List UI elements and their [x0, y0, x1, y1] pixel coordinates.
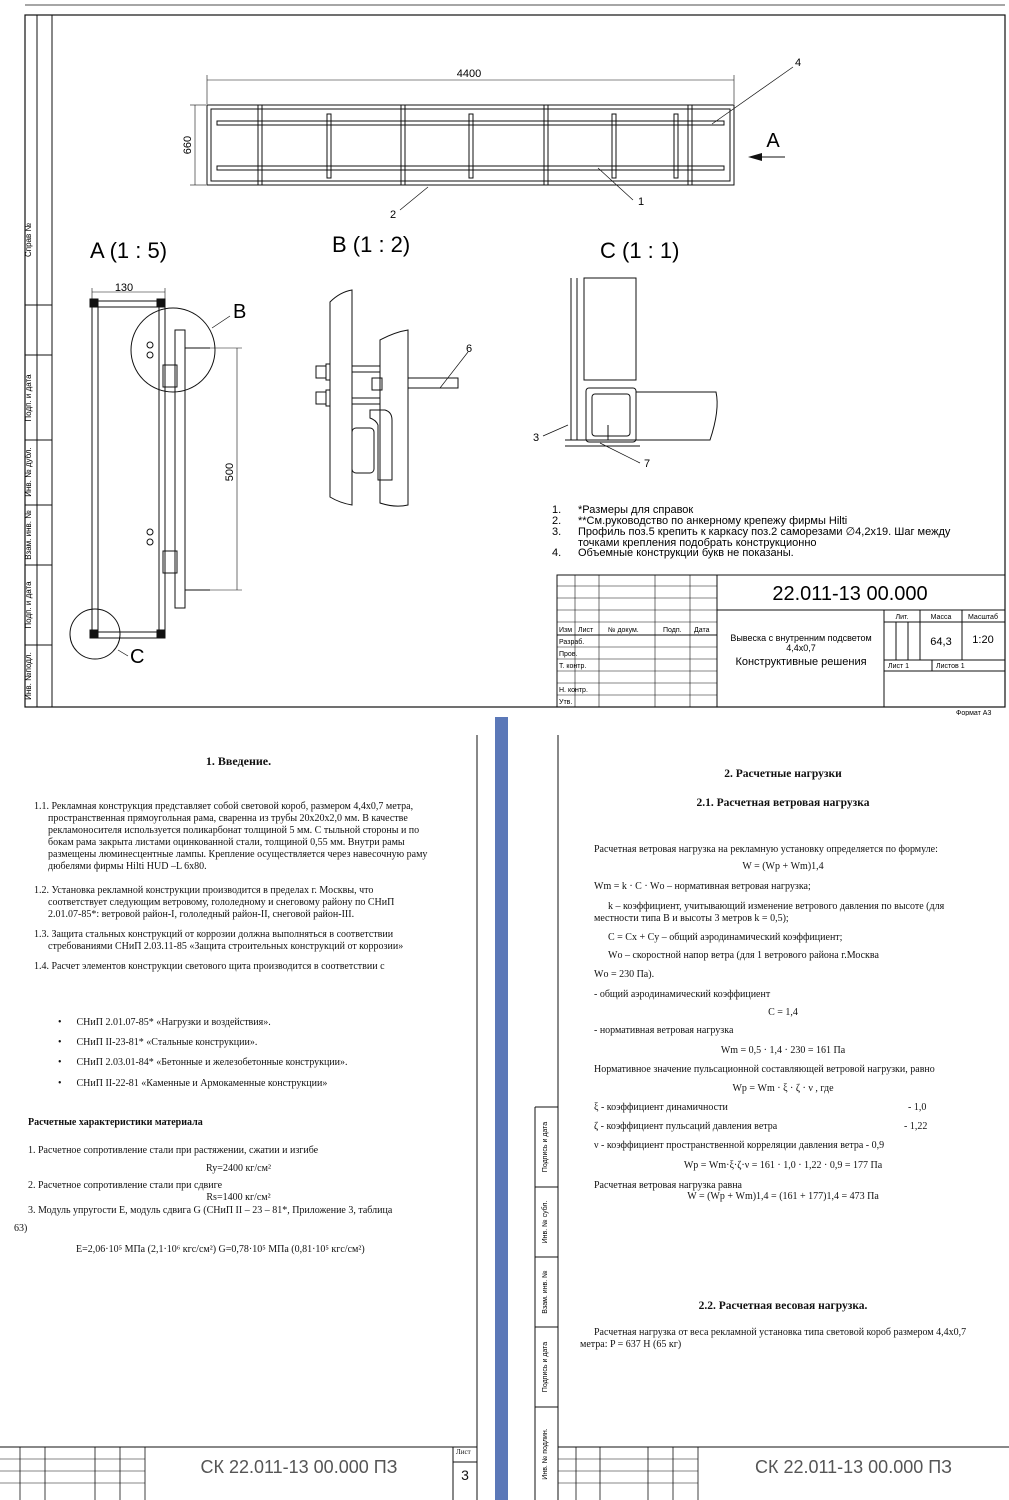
stamp-col-list: Лист	[578, 627, 594, 634]
p1-1-line-1: 1.1. Рекламная конструкция представляет собой световой короб, размером 4,4х0,7 метра,	[34, 801, 414, 812]
norm-item-2	[58, 1037, 257, 1050]
page3-number: 3	[461, 1467, 469, 1483]
label-c: C	[130, 646, 145, 668]
xi-label: ξ - коэффициент динамичности	[594, 1102, 728, 1113]
formula-w: W = (Wр + Wm)1,4	[742, 861, 824, 872]
material-3-cont: 63)	[14, 1223, 28, 1234]
section-b-title: B (1 : 2)	[332, 232, 411, 257]
puls-formula: Wр = Wm · ξ · ζ · ν , где	[732, 1083, 834, 1094]
nu-line: ν - коэффициент пространственной корреляции давления ветра - 0,9	[594, 1140, 885, 1151]
stamp-code: 22.011-13 00.000	[772, 583, 928, 605]
zeta-value: - 1,22	[904, 1121, 928, 1132]
p1-1-line-2: пространственная прямоугольная рама, сваренна из трубы 20х20х2,0 мм. В качестве	[48, 813, 408, 824]
page4-heading-21: 2.1. Расчетная ветровая нагрузка	[696, 797, 870, 809]
stamp-masshtab: Масштаб	[968, 614, 998, 621]
drawing-sheet	[0, 0, 1009, 716]
material-1-formula: Ry=2400 кг/см²	[206, 1163, 271, 1174]
material-heading: Расчетные характеристики материала	[28, 1117, 203, 1128]
stamp-col-doc: № докум.	[608, 627, 639, 634]
total-value: W = (Wр + Wm)1,4 = (161 + 177)1,4 = 473 Па	[687, 1191, 879, 1202]
section-b-view	[316, 290, 468, 506]
stamp-mass-value: 64,3	[930, 636, 952, 648]
p1-2-line-3: 2.01.07-85*: ветровой район-I, гололедный район-II, снеговой район-III.	[48, 909, 355, 920]
side-field-dubl: Инв. № дубл.	[24, 447, 33, 497]
side-field-vzam: Взам. инв. №	[24, 510, 33, 560]
side-field-podp1: Подп. и дата	[24, 374, 33, 422]
dim-length: 4400	[456, 68, 482, 80]
norm-text: СНиП 2.01.07-85* «Нагрузки и воздействия».	[76, 1017, 271, 1028]
wind-intro: Расчетная ветровая нагрузка на рекламную установку определяется по формуле:	[594, 844, 938, 855]
bullet-icon: •	[58, 1078, 62, 1089]
page3-footer-code: СК 22.011-13 00.000 ПЗ	[200, 1457, 398, 1477]
callout-7: 7	[644, 458, 651, 470]
p1-1-line-4: бокам рама закрыта листами оцинкованной стали, толщиной 0,55 мм. Внутри рамы	[48, 837, 405, 848]
page4-heading-2: 2. Расчетные нагрузки	[724, 768, 842, 780]
weight-line-1: Расчетная нагрузка от веса рекламной установка типа световой короб размером 4,4х0,7	[594, 1327, 967, 1338]
wp-value: Wр = Wm·ξ·ζ·ν = 161 · 1,0 · 1,22 · 0,9 = 177 Па	[683, 1160, 883, 1171]
side-field-podp2: Подп. и дата	[24, 581, 33, 629]
p1-3-line-2: стребованиями СНиП 2.03.11-85 «Защита строительных конструкций от коррозии»	[48, 941, 404, 952]
callout-3: 3	[533, 432, 540, 444]
page-4	[508, 717, 1009, 1500]
p1-2-line-2: соответствует следующим ветровому, гололедному и снеговому району по СНиП	[48, 897, 395, 908]
stamp-razrab: Разраб.	[559, 639, 585, 646]
p1-2-line-1: 1.2. Установка рекламной конструкции производится в пределах г. Москвы, что	[34, 885, 374, 896]
wm-def: Wm = k · C · Wо – нормативная ветровая нагрузка;	[594, 881, 811, 892]
w0-def-2: Wо = 230 Па).	[594, 969, 655, 980]
callout-1: 1	[638, 196, 645, 208]
stamp-scale-value: 1:20	[972, 634, 994, 646]
page3-heading: 1. Введение.	[205, 754, 272, 768]
norm-item-4	[58, 1078, 327, 1091]
k-def-1: k – коэффициент, учитывающий изменение ветрового давления по высоте (для	[608, 901, 945, 912]
p1-3-line-1: 1.3. Защита стальных конструкций от коррозии должна выполняться в соответствии	[34, 929, 394, 940]
stamp-title-1: Вывеска с внутренним подсветом	[730, 633, 872, 643]
frame-plan-view	[190, 67, 793, 210]
weight-line-2: метра: P = 637 Н (65 кг)	[580, 1339, 682, 1350]
stamp-massa: Масса	[930, 614, 952, 621]
wm-head: - нормативная ветровая нагрузка	[594, 1025, 734, 1036]
zeta-label: ζ - коэффициент пульсаций давления ветра	[594, 1121, 778, 1132]
stamp-format: Формат А3	[956, 710, 992, 716]
page-4-frame	[508, 717, 1009, 1500]
section-a-title: A (1 : 5)	[90, 238, 168, 263]
c-def: C = Cx + Cy – общий аэродинамический коэффициент;	[608, 932, 843, 943]
note-1-num: 1.	[552, 504, 562, 516]
stamp-sheet: Лист 1	[888, 663, 910, 670]
bullet-icon: •	[58, 1037, 62, 1048]
wm-value: Wm = 0,5 · 1,4 · 230 = 161 Па	[720, 1045, 846, 1056]
p1-1-line-3: рекламоносителя используется поликарбонат толщиной 5 мм. С тыльной стороны и по	[48, 825, 420, 836]
bullet-icon: •	[58, 1057, 62, 1068]
p4-side-4: Подпись и дата	[542, 1341, 549, 1393]
p4-side-2: Инв. № субл.	[542, 1200, 549, 1244]
note-2: **См.руководство по анкерному крепежу фирмы Hilti	[578, 515, 848, 527]
stamp-utv: Утв.	[559, 699, 573, 706]
section-a-view	[70, 288, 242, 659]
callout-4: 4	[795, 57, 802, 69]
page3-footer-list: Лист	[456, 1448, 471, 1456]
total-head: Расчетная ветровая нагрузка равна	[594, 1180, 742, 1191]
c-head: - общий аэродинамический коэффициент	[594, 989, 771, 1000]
page-3	[0, 717, 495, 1500]
label-b: B	[233, 301, 247, 323]
norm-text: СНиП II-23-81* «Стальные конструкции».	[76, 1037, 258, 1048]
p1-4: 1.4. Расчет элементов конструкции светового щита производится в соответствии с	[34, 961, 385, 972]
p1-1-line-5: размещены люминесцентные лампы. Крепление осуществляется через навесочную раму	[48, 849, 428, 860]
note-1: *Размеры для справок	[578, 504, 694, 516]
p4-side-1: Подпись и дата	[542, 1121, 549, 1173]
p4-side-5: Инв. № подлин.	[542, 1428, 549, 1480]
note-4-num: 4.	[552, 547, 562, 559]
section-c-view	[543, 278, 717, 463]
material-3-formula: E=2,06·10⁵ МПа (2,1·10⁶ кгс/см²) G=0,78·10⁵ МПа (0,81·10⁵ кгс/см²)	[76, 1244, 365, 1255]
note-3-cont: точками крепления подобрать конструкционно	[578, 537, 817, 549]
stamp-col-data: Дата	[694, 627, 710, 634]
note-4: Объемные конструкции букв не показаны.	[578, 547, 794, 559]
view-a-label: A	[766, 130, 780, 152]
dim-130: 130	[114, 282, 134, 294]
bullet-icon: •	[58, 1017, 62, 1028]
callout-6: 6	[466, 343, 473, 355]
c-value: C = 1,4	[768, 1007, 798, 1018]
dim-500: 500	[224, 462, 236, 482]
stamp-sheets: Листов 1	[936, 663, 965, 670]
stamp-col-izm: Изм	[559, 627, 573, 634]
note-3: Профиль поз.5 крепить к каркасу поз.2 саморезами ∅4,2х19. Шаг между	[578, 526, 951, 538]
stamp-tkontr: Т. контр.	[559, 663, 587, 670]
p1-1-line-6: дюбелями фирмы Hilti HUD –L 6х80.	[48, 861, 207, 872]
page-separator	[495, 717, 508, 1500]
material-3: 3. Модуль упругости E, модуль сдвига G (СНиП II – 23 – 81*, Приложение 3, таблица	[28, 1205, 393, 1216]
norm-text: СНиП 2.03.01-84* «Бетонные и железобетонные конструкции».	[76, 1057, 348, 1068]
w0-def-1: Wо – скоростной напор ветра (для 1 ветрового района г.Москва	[608, 950, 879, 961]
drawing-svg	[0, 0, 1009, 716]
stamp-title-3: Конструктивные решения	[735, 656, 867, 668]
material-1: 1. Расчетное сопротивление стали при растяжении, сжатии и изгибе	[28, 1145, 319, 1156]
k-def-2: местности типа В и высоты 3 метров k = 0,5);	[594, 913, 789, 924]
xi-value: - 1,0	[908, 1102, 927, 1113]
side-field-inv: Инв. №подл.	[24, 652, 33, 700]
side-field-sprav: Справ №	[24, 222, 33, 258]
stamp-col-podp: Подп.	[663, 627, 682, 634]
note-2-num: 2.	[552, 515, 562, 527]
norm-item-3	[58, 1057, 348, 1070]
stamp-title-2: 4,4х0,7	[786, 643, 816, 653]
page4-footer-code: СК 22.011-13 00.000 ПЗ	[754, 1457, 953, 1477]
stamp-lit: Лит.	[895, 614, 909, 621]
page4-heading-22: 2.2. Расчетная весовая нагрузка.	[698, 1300, 868, 1312]
section-c-title: C (1 : 1)	[600, 238, 680, 263]
norm-text: СНиП II-22-81 «Каменные и Армокаменные конструкции»	[76, 1078, 328, 1089]
stamp-prov: Пров.	[559, 651, 578, 658]
puls-head: Нормативное значение пульсационной составляющей ветровой нагрузки, равно	[594, 1064, 935, 1075]
norm-item-1	[58, 1017, 271, 1030]
material-2-formula: Rs=1400 кг/см²	[206, 1192, 271, 1203]
dim-height: 660	[182, 135, 194, 155]
note-3-num: 3.	[552, 526, 562, 538]
callout-2: 2	[390, 209, 397, 221]
stamp-nkontr: Н. контр.	[559, 687, 588, 694]
material-2: 2. Расчетное сопротивление стали при сдвиге	[28, 1180, 223, 1191]
p4-side-3: Взам. инв. №	[542, 1270, 549, 1314]
